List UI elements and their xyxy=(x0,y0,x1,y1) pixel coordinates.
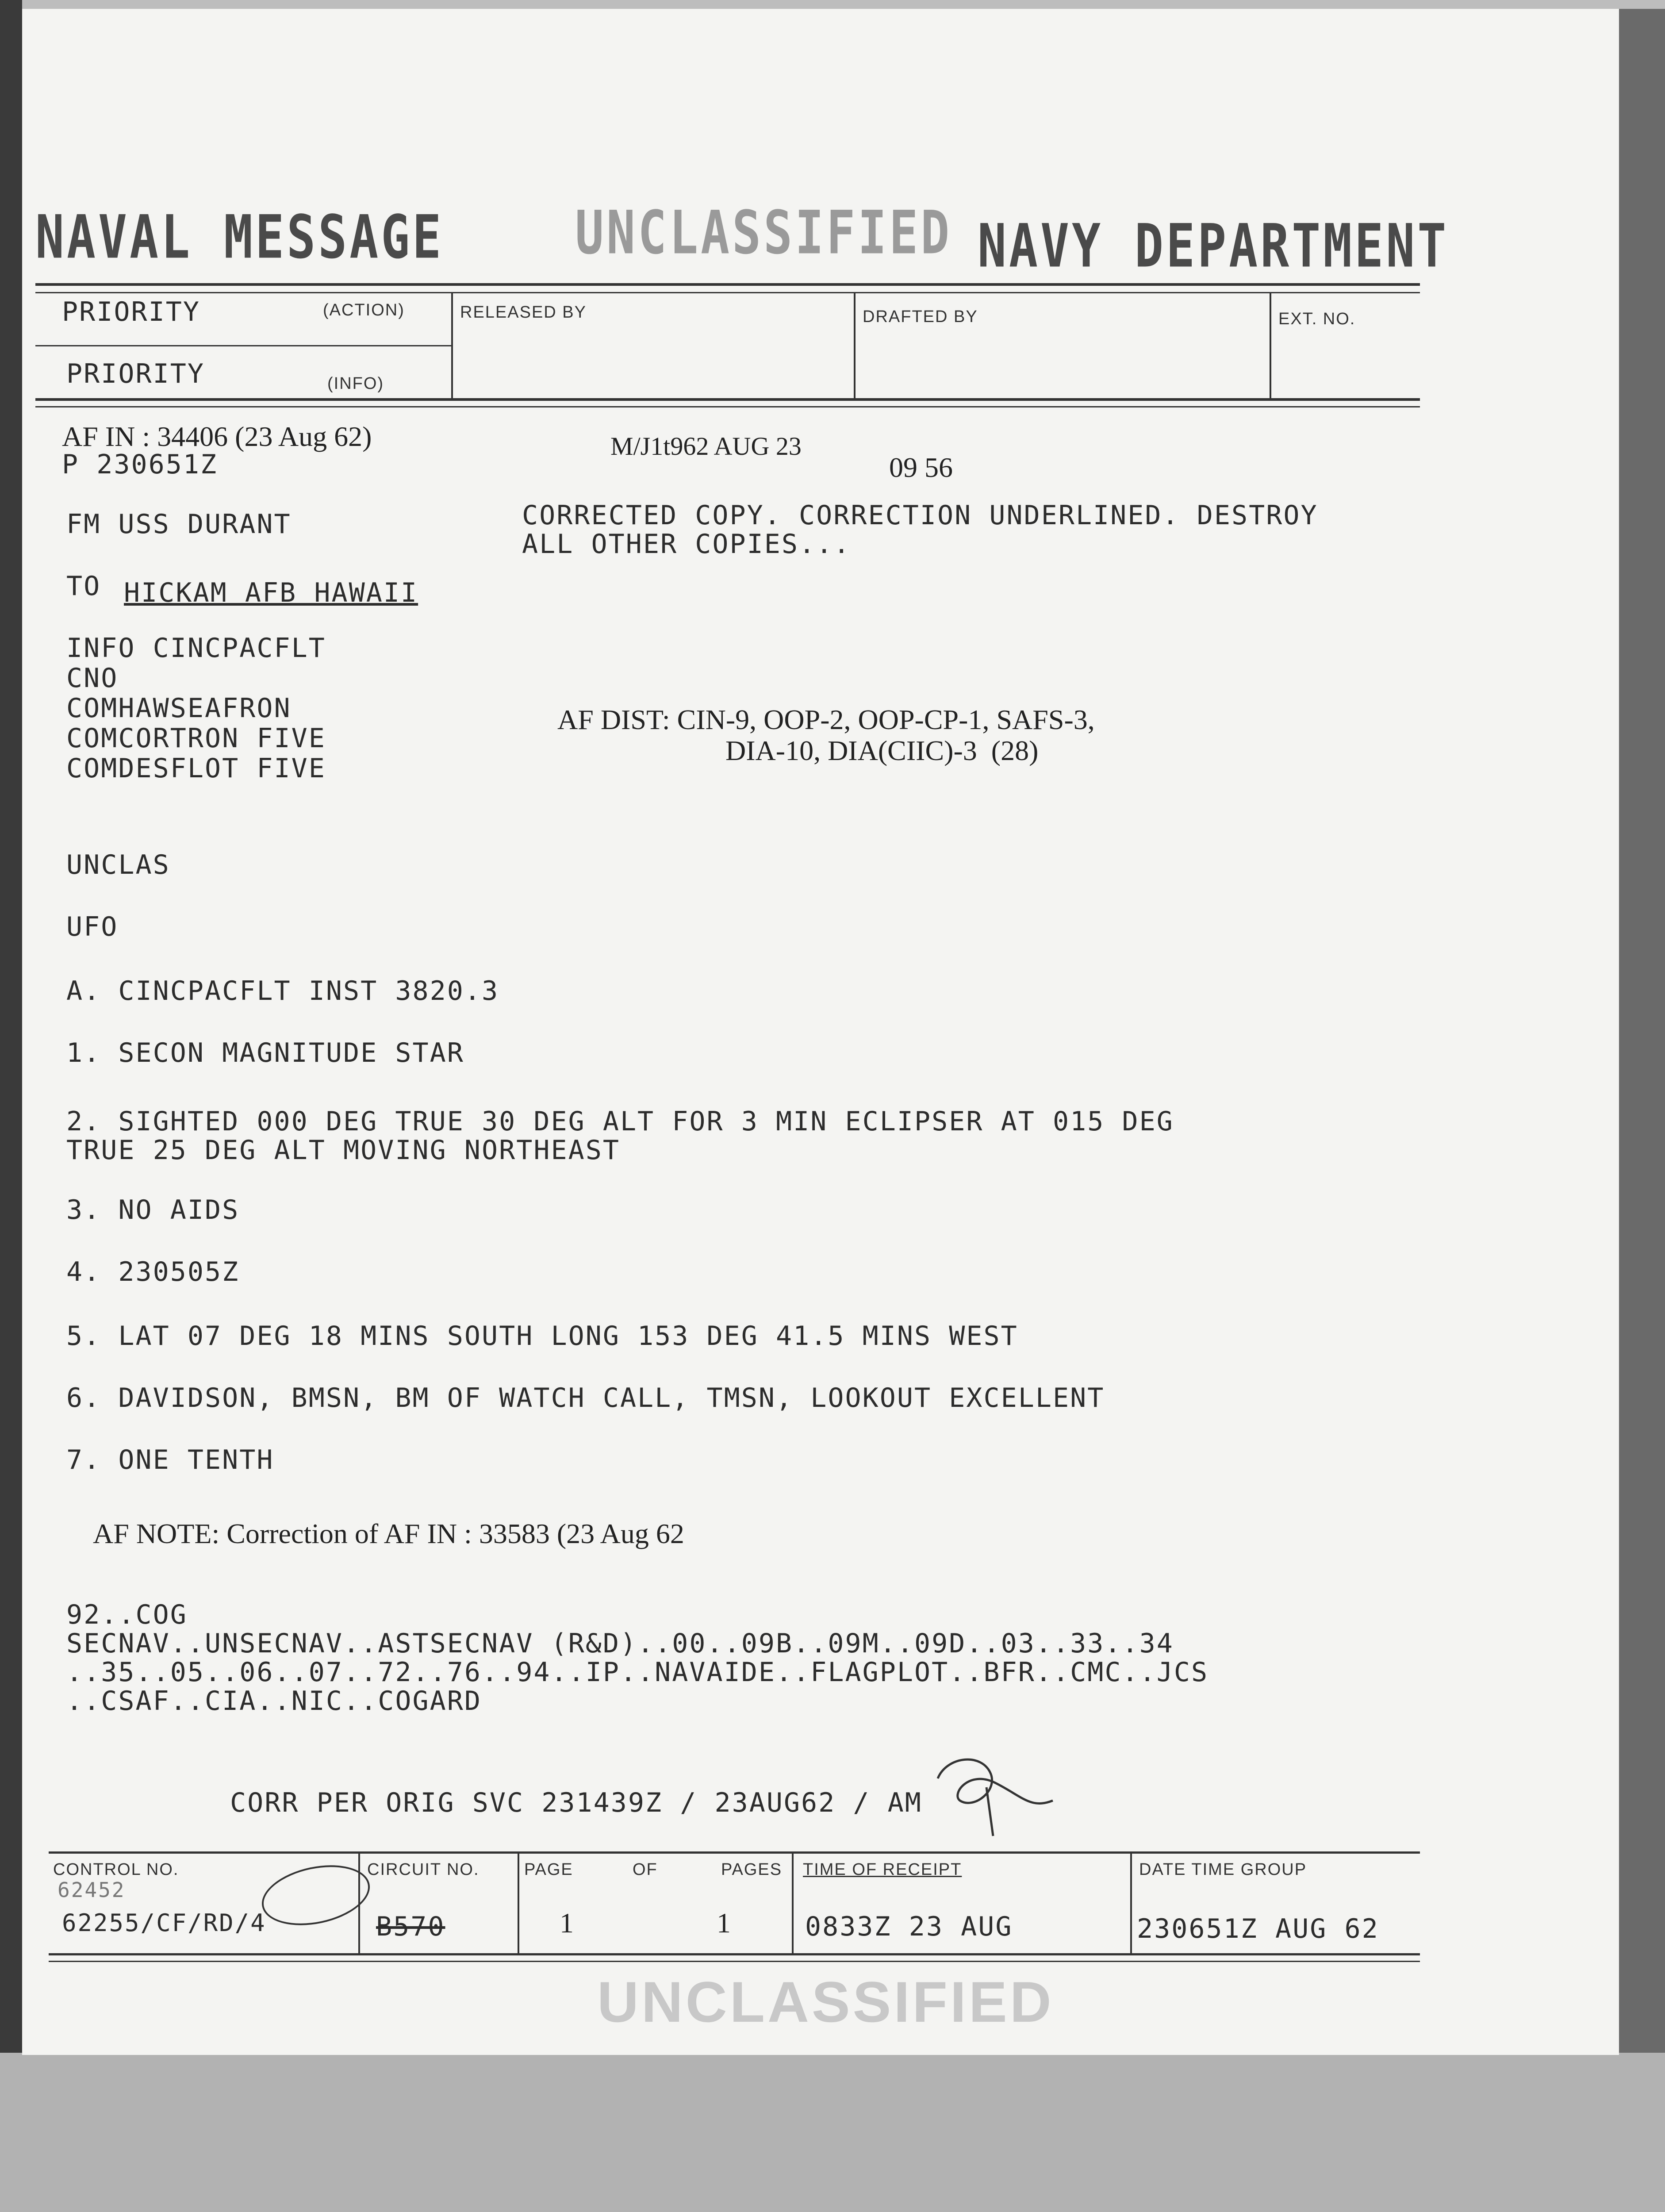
message-sheet xyxy=(22,9,1619,2055)
date-time-group-value: 230651Z AUG 62 xyxy=(1137,1913,1379,1944)
form-divider-3 xyxy=(1270,292,1271,398)
form-top-rule-2 xyxy=(35,292,1420,293)
received-time: 09 56 xyxy=(889,452,953,483)
item-3: 3. NO AIDS xyxy=(66,1194,240,1225)
date-time-group-label: DATE TIME GROUP xyxy=(1139,1860,1307,1879)
form-divider-1 xyxy=(451,292,453,398)
pages-value: 1 xyxy=(717,1907,731,1939)
date-time-group: P 230651Z xyxy=(62,449,218,480)
item-1: 1. SECON MAGNITUDE STAR xyxy=(66,1037,464,1068)
control-no-value-1: 62452 xyxy=(58,1878,126,1902)
info-line-4: COMCORTRON FIVE xyxy=(66,723,326,754)
precedence-action: PRIORITY xyxy=(62,296,200,327)
right-shadow xyxy=(1619,9,1665,2053)
item-a: A. CINCPACFLT INST 3820.3 xyxy=(66,975,499,1006)
left-shadow xyxy=(0,0,22,2053)
from-line: FM USS DURANT xyxy=(66,509,292,540)
af-in-number: AF IN : 34406 (23 Aug 62) xyxy=(62,421,372,452)
released-by-label: RELEASED BY xyxy=(460,303,587,322)
time-of-receipt-value: 0833Z 23 AUG xyxy=(805,1911,1013,1942)
af-dist-line-2: DIA-10, DIA(CIIC)-3 (28) xyxy=(725,735,1039,766)
bottom-classification-stamp: UNCLASSIFIED xyxy=(597,1970,1054,2034)
form-bottom-rule xyxy=(35,398,1420,401)
background-band xyxy=(0,2053,1665,2212)
footer-divider-3 xyxy=(792,1854,794,1953)
control-no-label: CONTROL NO. xyxy=(53,1860,179,1879)
unclas-line: UNCLAS xyxy=(66,849,170,880)
control-no-circle xyxy=(256,1856,375,1935)
item-5: 5. LAT 07 DEG 18 MINS SOUTH LONG 153 DEG 41.5 MINS WEST xyxy=(66,1321,1018,1352)
dist-line-2: SECNAV..UNSECNAV..ASTSECNAV (R&D)..00..09B..09M..09D..03..33..34 xyxy=(66,1628,1174,1659)
form-top-rule xyxy=(35,283,1420,286)
info-label: (INFO) xyxy=(327,374,384,393)
navy-department-title: NAVY DEPARTMENT xyxy=(978,211,1449,281)
naval-message-title: NAVAL MESSAGE xyxy=(35,203,444,272)
correction-line: CORR PER ORIG SVC 231439Z / 23AUG62 / AM xyxy=(230,1787,922,1818)
drafted-by-label: DRAFTED BY xyxy=(863,307,978,326)
footer-divider-2 xyxy=(518,1854,519,1953)
info-line-2: CNO xyxy=(66,663,119,694)
to-label: TO xyxy=(66,571,101,602)
af-note: AF NOTE: Correction of AF IN : 33583 (23 Aug 62 xyxy=(93,1518,684,1549)
footer-bottom-rule xyxy=(49,1953,1420,1955)
correction-note-2: ALL OTHER COPIES... xyxy=(522,529,851,560)
control-no-value-2: 62255/CF/RD/4 xyxy=(62,1909,266,1937)
circuit-no-value: B570 xyxy=(376,1911,445,1942)
pages-label: PAGES xyxy=(721,1860,783,1879)
info-line-5: COMDESFLOT FIVE xyxy=(66,753,326,784)
form-divider-2 xyxy=(854,292,856,398)
item-7: 7. ONE TENTH xyxy=(66,1444,274,1475)
footer-bottom-rule-2 xyxy=(49,1961,1420,1962)
footer-top-rule xyxy=(49,1851,1420,1854)
dist-line-3: ..35..05..06..07..72..76..94..IP..NAVAIDE..FLAGPLOT..BFR..CMC..JCS xyxy=(66,1657,1209,1688)
info-line-1: INFO CINCPACFLT xyxy=(66,633,326,664)
item-6: 6. DAVIDSON, BMSN, BM OF WATCH CALL, TMSN, LOOKOUT EXCELLENT xyxy=(66,1382,1105,1413)
item-2: 2. SIGHTED 000 DEG TRUE 30 DEG ALT FOR 3 MIN ECLIPSER AT 015 DEG xyxy=(66,1106,1174,1137)
subject-line: UFO xyxy=(66,911,119,942)
precedence-info: PRIORITY xyxy=(66,358,205,389)
info-line-3: COMHAWSEAFRON xyxy=(66,693,292,724)
item-2-cont: TRUE 25 DEG ALT MOVING NORTHEAST xyxy=(66,1135,620,1166)
correction-note-1: CORRECTED COPY. CORRECTION UNDERLINED. DESTROY xyxy=(522,500,1318,531)
form-mid-rule xyxy=(35,345,451,346)
circuit-no-label: CIRCUIT NO. xyxy=(367,1860,480,1879)
af-dist-line-1: AF DIST: CIN-9, OOP-2, OOP-CP-1, SAFS-3, xyxy=(557,704,1095,735)
received-stamp: M/J1t962 AUG 23 xyxy=(610,432,802,461)
to-value: HICKAM AFB HAWAII xyxy=(124,577,418,608)
dist-line-1: 92..COG xyxy=(66,1599,188,1630)
initials-scribble xyxy=(920,1752,1062,1840)
item-4: 4. 230505Z xyxy=(66,1256,240,1287)
classification-title: UNCLASSIFIED xyxy=(575,198,952,268)
page-label: PAGE xyxy=(524,1860,573,1879)
time-of-receipt-label: TIME OF RECEIPT xyxy=(803,1860,962,1879)
action-label: (ACTION) xyxy=(323,301,405,319)
ext-no-label: EXT. NO. xyxy=(1278,310,1356,328)
page-value: 1 xyxy=(560,1907,574,1939)
form-bottom-rule-2 xyxy=(35,406,1420,407)
footer-divider-4 xyxy=(1130,1854,1132,1953)
dist-line-4: ..CSAF..CIA..NIC..COGARD xyxy=(66,1686,482,1717)
of-label: OF xyxy=(633,1860,658,1879)
